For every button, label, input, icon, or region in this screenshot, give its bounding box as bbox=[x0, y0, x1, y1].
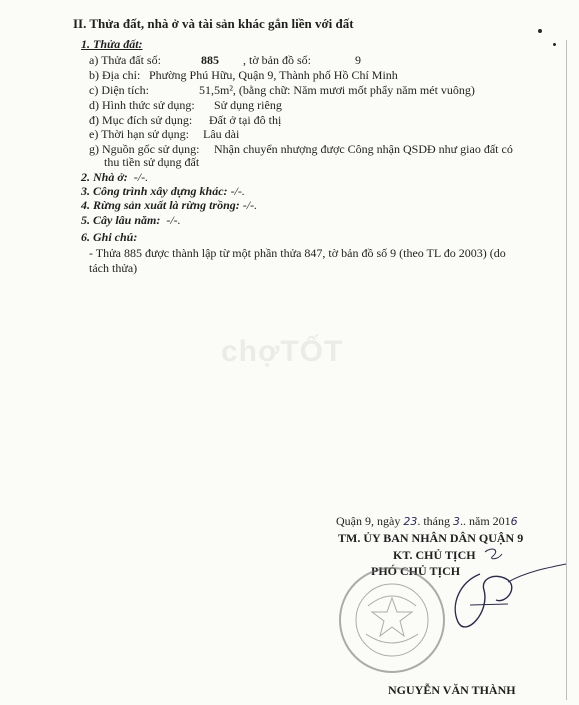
scan-speck bbox=[553, 43, 556, 46]
land-heading: 1. Thửa đất: bbox=[81, 37, 143, 51]
date-year-handwritten: 6 bbox=[510, 515, 518, 528]
address-label: b) Địa chỉ: bbox=[89, 68, 141, 82]
origin-value: Nhận chuyển nhượng được Công nhận QSDĐ như giao đất có bbox=[214, 142, 513, 156]
forest-row bbox=[81, 198, 257, 213]
section-title: II. Thửa đất, nhà ở và tài sản khác gắn liền với đất bbox=[73, 16, 354, 31]
area-label: c) Diện tích: bbox=[89, 83, 149, 97]
signature-stroke-tail bbox=[508, 564, 566, 582]
usage-term-value: Lâu dài bbox=[203, 127, 240, 141]
usage-purpose-value: Đất ở tại đô thị bbox=[209, 113, 282, 127]
area-value: 51,5m², (bằng chữ: Năm mươi mốt phẩy năm mét vuông) bbox=[199, 83, 475, 97]
construction-heading: 3. Công trình xây dựng khác: bbox=[81, 184, 228, 198]
house-heading: 2. Nhà ở: bbox=[81, 170, 128, 184]
month-label: tháng bbox=[423, 514, 450, 528]
year-label: năm 201 bbox=[469, 514, 511, 528]
perennial-value: -/-. bbox=[166, 213, 181, 227]
perennial-heading: 5. Cây lâu năm: bbox=[81, 213, 161, 227]
house-row bbox=[81, 170, 148, 185]
watermark-logo: chợTỐT bbox=[221, 335, 344, 368]
usage-term-row bbox=[89, 127, 239, 142]
signer-role-1: KT. CHỦ TỊCH bbox=[393, 548, 476, 562]
construction-row bbox=[81, 184, 245, 199]
signer-role-2: PHÓ CHỦ TỊCH bbox=[371, 564, 461, 578]
map-sheet-label: , tờ bản đồ số: bbox=[243, 53, 312, 67]
map-sheet-value: 9 bbox=[355, 53, 361, 67]
notes-line2: tách thửa) bbox=[89, 261, 138, 275]
perennial-row bbox=[81, 213, 181, 228]
house-value: -/-. bbox=[133, 170, 149, 184]
date-prefix: Quận 9, ngày bbox=[336, 514, 401, 528]
initial-mark bbox=[485, 549, 502, 559]
notes-line1: - Thửa 885 được thành lập từ một phần thửa 847, tờ bản đồ số 9 (theo TL đo 2003) (do bbox=[89, 246, 506, 260]
forest-value: -/-. bbox=[242, 198, 258, 212]
usage-form-row bbox=[89, 98, 282, 113]
construction-value: -/-. bbox=[230, 184, 245, 198]
origin-label: g) Nguồn gốc sử dụng: bbox=[89, 142, 200, 156]
usage-form-label: d) Hình thức sử dụng: bbox=[89, 98, 195, 112]
signer-name: NGUYỄN VĂN THÀNH bbox=[388, 683, 516, 697]
origin-value-line2: thu tiền sử dụng đất bbox=[104, 155, 200, 169]
forest-heading: 4. Rừng sản xuất là rừng trồng: bbox=[81, 198, 240, 212]
notes-heading: 6. Ghi chú: bbox=[81, 230, 138, 244]
land-number-label: a) Thửa đất số: bbox=[89, 53, 161, 67]
issuing-authority: TM. ỦY BAN NHÂN DÂN QUẬN 9 bbox=[338, 531, 524, 545]
address-row bbox=[89, 68, 398, 83]
usage-term-label: e) Thời hạn sử dụng: bbox=[89, 127, 189, 141]
address-value: Phường Phú Hữu, Quận 9, Thành phố Hồ Chí Minh bbox=[149, 68, 398, 82]
signing-date: Quận 9, ngày 23. tháng 3.. năm 2016 bbox=[336, 514, 518, 528]
usage-purpose-label: đ) Mục đích sử dụng: bbox=[89, 113, 193, 127]
signature-underline bbox=[470, 604, 508, 605]
usage-form-value: Sử dụng riêng bbox=[214, 98, 282, 112]
official-seal bbox=[340, 568, 444, 672]
seal-and-signature bbox=[330, 542, 567, 682]
signature-stroke-main bbox=[455, 574, 512, 627]
usage-purpose-row bbox=[89, 113, 281, 128]
land-number-row bbox=[89, 53, 361, 68]
date-month-handwritten: 3 bbox=[453, 515, 460, 528]
date-day-handwritten: 23 bbox=[403, 515, 418, 528]
land-number-value: 885 bbox=[201, 53, 219, 67]
scan-speck bbox=[538, 29, 542, 33]
area-row bbox=[89, 83, 475, 98]
